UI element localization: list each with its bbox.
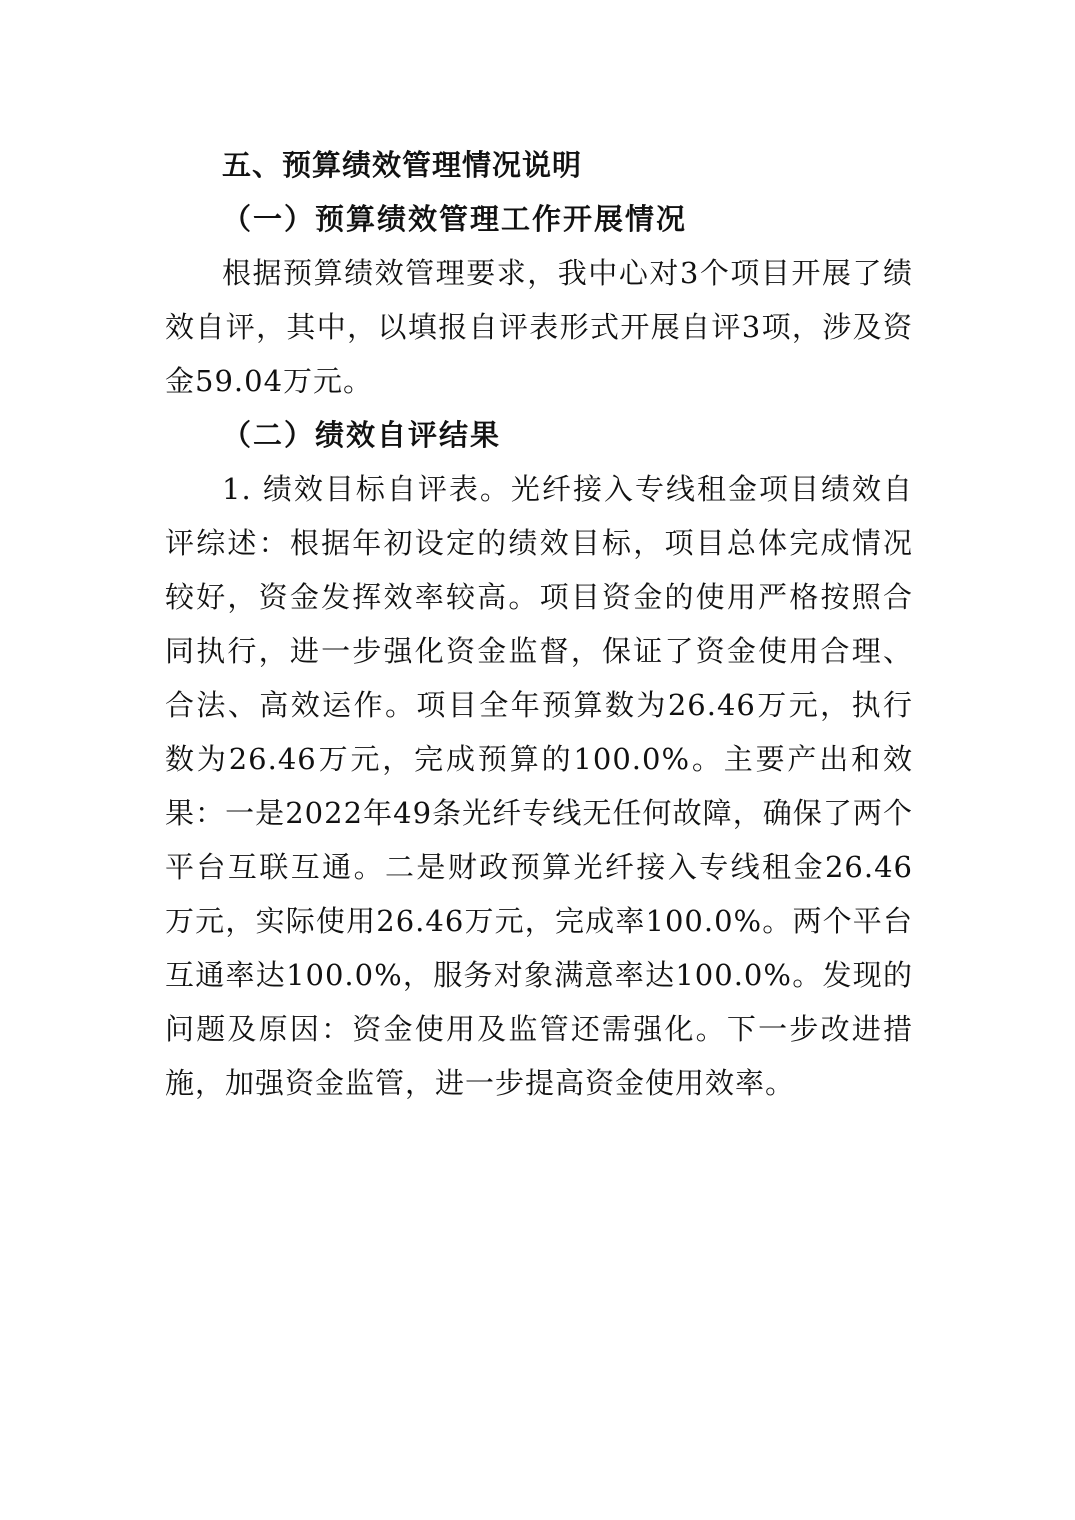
paragraph-fiber-project-results: 1. 绩效目标自评表。光纤接入专线租金项目绩效自评综述：根据年初设定的绩效目标，项目总体完成情况较好，资金发挥效率较高。项目资金的使用严格按照合同执行，进一步强化资金监督，保证了资金使用合理、合法、高效运作。项目全年预算数为26.46万元，执行数为26.46万元，完成预算的100.0%。主要产出和效果：一是2022年49条光纤专线无任何故障，确保了两个平台互联互通。二是财政预算光纤接入专线租金26.46万元，实际使用26.46万元，完成率100.0%。两个平台互通率达100.0%，服务对象满意率达100.0%。发现的问题及原因：资金使用及监管还需强化。下一步改进措施，加强资金监管，进一步提高资金使用效率。	[165, 472, 913, 1100]
paragraph-self-evaluation-overview: 根据预算绩效管理要求，我中心对3个项目开展了绩效自评，其中，以填报自评表形式开展自评3项，涉及资金59.04万元。	[165, 256, 913, 398]
subsection-heading-work-status: （一）预算绩效管理工作开展情况	[222, 202, 688, 236]
section-heading: 五、预算绩效管理情况说明	[222, 148, 583, 182]
subsection-heading-results: （二）绩效自评结果	[222, 418, 502, 452]
document-body	[165, 138, 913, 1110]
